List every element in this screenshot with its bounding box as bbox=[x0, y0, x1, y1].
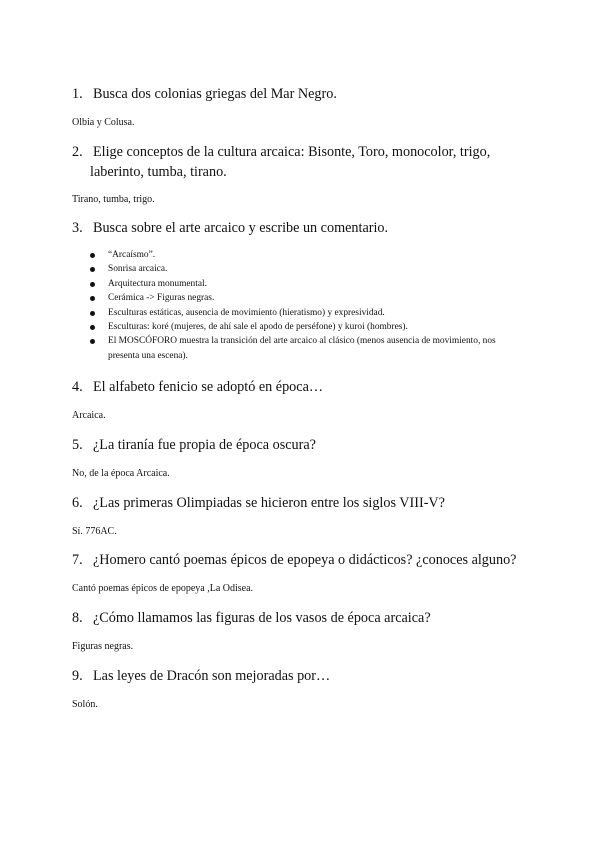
question-number: 4. bbox=[72, 379, 83, 395]
answer-4: Arcaica. bbox=[72, 410, 106, 421]
question-text: Las leyes de Dracón son mejoradas por… bbox=[93, 668, 331, 684]
answer-5: No, de la época Arcaica. bbox=[72, 468, 170, 479]
list-item: Cerámica -> Figuras negras. bbox=[90, 291, 520, 305]
question-text: El alfabeto fenicio se adoptó en época… bbox=[93, 379, 324, 395]
bullet-icon bbox=[90, 253, 95, 258]
list-item: “Arcaísmo”. bbox=[90, 248, 520, 262]
question-8 bbox=[72, 608, 542, 628]
question-text: Elige conceptos de la cultura arcaica: Bisonte, Toro, monocolor, trigo, bbox=[93, 144, 491, 160]
bullet-icon bbox=[90, 325, 95, 330]
question-number: 2. bbox=[72, 144, 83, 160]
question-3 bbox=[72, 218, 542, 238]
question-number: 9. bbox=[72, 668, 83, 684]
bullet-icon bbox=[90, 339, 95, 344]
question-text: ¿Homero cantó poemas épicos de epopeya o didácticos? ¿conoces alguno? bbox=[93, 552, 517, 568]
list-item: El MOSCÓFORO muestra la transición del arte arcaico al clásico (menos ausencia de movimiento, nos presenta una escena). bbox=[90, 334, 520, 363]
bullet-icon bbox=[90, 296, 95, 301]
question-9 bbox=[72, 666, 542, 686]
bullet-icon bbox=[90, 282, 95, 287]
question-1 bbox=[72, 84, 542, 104]
bullet-icon bbox=[90, 267, 95, 272]
answer-9: Solón. bbox=[72, 699, 98, 710]
answer-2: Tirano, tumba, trigo. bbox=[72, 194, 155, 205]
question-6 bbox=[72, 493, 542, 513]
answer-6: Sí. 776AC. bbox=[72, 526, 117, 537]
question-text: Busca dos colonias griegas del Mar Negro. bbox=[93, 86, 337, 102]
question-text: ¿Las primeras Olimpiadas se hicieron entre los siglos VIII-V? bbox=[93, 495, 445, 511]
list-item: Esculturas estáticas, ausencia de movimiento (hieratismo) y expresividad. bbox=[90, 306, 520, 320]
question-text: ¿Cómo llamamos las figuras de los vasos de época arcaica? bbox=[93, 610, 431, 626]
art-comment-list bbox=[90, 248, 520, 363]
question-5 bbox=[72, 435, 542, 455]
list-item: Sonrisa arcaica. bbox=[90, 262, 520, 276]
question-number: 3. bbox=[72, 220, 83, 236]
answer-7: Cantó poemas épicos de epopeya ,La Odisea. bbox=[72, 583, 254, 594]
question-text: Busca sobre el arte arcaico y escribe un comentario. bbox=[93, 220, 389, 236]
question-text-continued: laberinto, tumba, tirano. bbox=[90, 164, 227, 180]
bullet-icon bbox=[90, 311, 95, 316]
question-7 bbox=[72, 550, 542, 570]
question-number: 8. bbox=[72, 610, 83, 626]
question-4 bbox=[72, 377, 542, 397]
question-text: ¿La tiranía fue propia de época oscura? bbox=[93, 437, 316, 453]
answer-1: Olbia y Colusa. bbox=[72, 117, 135, 128]
list-item: Esculturas: koré (mujeres, de ahí sale el apodo de perséfone) y kuroi (hombres). bbox=[90, 320, 520, 334]
question-number: 6. bbox=[72, 495, 83, 511]
question-2 bbox=[72, 142, 542, 182]
question-number: 7. bbox=[72, 552, 83, 568]
answer-8: Figuras negras. bbox=[72, 641, 134, 652]
question-number: 5. bbox=[72, 437, 83, 453]
list-item: Arquitectura monumental. bbox=[90, 277, 520, 291]
question-number: 1. bbox=[72, 86, 83, 102]
